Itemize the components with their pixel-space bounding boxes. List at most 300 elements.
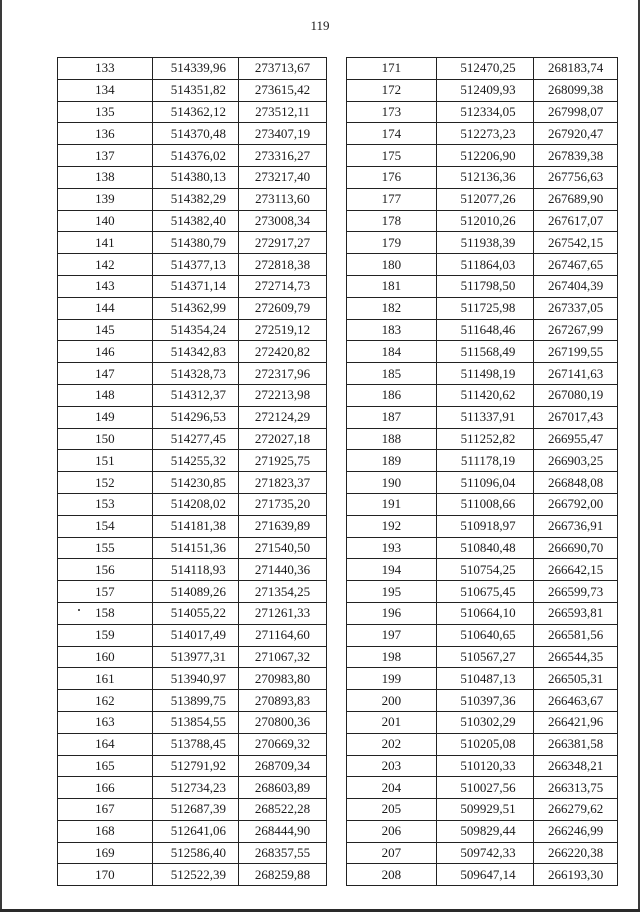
point-number-cell: 133 bbox=[58, 58, 153, 80]
y-coordinate-cell: 268709,34 bbox=[238, 755, 326, 777]
point-number-cell: 155 bbox=[58, 537, 153, 559]
x-coordinate-cell: 514354,24 bbox=[152, 319, 238, 341]
y-coordinate-cell: 266642,15 bbox=[534, 559, 618, 581]
y-coordinate-cell: 273008,34 bbox=[238, 210, 326, 232]
coordinates-table-right bbox=[346, 57, 618, 886]
y-coordinate-cell: 267267,99 bbox=[534, 319, 618, 341]
table-row bbox=[347, 581, 618, 603]
y-coordinate-cell: 268603,89 bbox=[238, 777, 326, 799]
x-coordinate-cell: 510754,25 bbox=[436, 559, 533, 581]
point-number-cell: 141 bbox=[58, 232, 153, 254]
scan-speck bbox=[78, 609, 80, 611]
point-number-cell: 196 bbox=[347, 602, 437, 624]
table-row bbox=[347, 341, 618, 363]
point-number-cell: 175 bbox=[347, 145, 437, 167]
x-coordinate-cell: 514376,02 bbox=[152, 145, 238, 167]
point-number-cell: 162 bbox=[58, 690, 153, 712]
point-number-cell: 167 bbox=[58, 799, 153, 821]
point-number-cell: 148 bbox=[58, 384, 153, 406]
x-coordinate-cell: 510487,13 bbox=[436, 668, 533, 690]
table-row bbox=[347, 123, 618, 145]
coordinates-table-left-body bbox=[58, 58, 327, 886]
point-number-cell: 208 bbox=[347, 864, 437, 886]
y-coordinate-cell: 266220,38 bbox=[534, 842, 618, 864]
y-coordinate-cell: 270983,80 bbox=[238, 668, 326, 690]
point-number-cell: 204 bbox=[347, 777, 437, 799]
table-row bbox=[347, 646, 618, 668]
x-coordinate-cell: 514382,40 bbox=[152, 210, 238, 232]
y-coordinate-cell: 267404,39 bbox=[534, 275, 618, 297]
y-coordinate-cell: 272213,98 bbox=[238, 384, 326, 406]
y-coordinate-cell: 272519,12 bbox=[238, 319, 326, 341]
y-coordinate-cell: 267542,15 bbox=[534, 232, 618, 254]
table-row bbox=[347, 864, 618, 886]
point-number-cell: 205 bbox=[347, 799, 437, 821]
page-number: 119 bbox=[310, 18, 330, 33]
table-row bbox=[58, 384, 327, 406]
x-coordinate-cell: 513899,75 bbox=[152, 690, 238, 712]
point-number-cell: 188 bbox=[347, 428, 437, 450]
y-coordinate-cell: 267689,90 bbox=[534, 188, 618, 210]
table-row bbox=[347, 820, 618, 842]
table-row bbox=[347, 275, 618, 297]
x-coordinate-cell: 514181,38 bbox=[152, 515, 238, 537]
point-number-cell: 194 bbox=[347, 559, 437, 581]
x-coordinate-cell: 511178,19 bbox=[436, 450, 533, 472]
point-number-cell: 157 bbox=[58, 581, 153, 603]
y-coordinate-cell: 273113,60 bbox=[238, 188, 326, 210]
x-coordinate-cell: 510640,65 bbox=[436, 624, 533, 646]
table-row bbox=[58, 690, 327, 712]
point-number-cell: 193 bbox=[347, 537, 437, 559]
y-coordinate-cell: 268099,38 bbox=[534, 79, 618, 101]
y-coordinate-cell: 267199,55 bbox=[534, 341, 618, 363]
point-number-cell: 170 bbox=[58, 864, 153, 886]
table-row bbox=[347, 428, 618, 450]
x-coordinate-cell: 514380,13 bbox=[152, 166, 238, 188]
x-coordinate-cell: 514312,37 bbox=[152, 384, 238, 406]
y-coordinate-cell: 273407,19 bbox=[238, 123, 326, 145]
point-number-cell: 202 bbox=[347, 733, 437, 755]
point-number-cell: 164 bbox=[58, 733, 153, 755]
table-row bbox=[347, 363, 618, 385]
y-coordinate-cell: 271925,75 bbox=[238, 450, 326, 472]
x-coordinate-cell: 514208,02 bbox=[152, 493, 238, 515]
x-coordinate-cell: 511337,91 bbox=[436, 406, 533, 428]
coordinates-table-right-body bbox=[347, 58, 618, 886]
x-coordinate-cell: 512791,92 bbox=[152, 755, 238, 777]
table-row bbox=[58, 842, 327, 864]
table-row bbox=[58, 799, 327, 821]
point-number-cell: 146 bbox=[58, 341, 153, 363]
point-number-cell: 186 bbox=[347, 384, 437, 406]
table-row bbox=[347, 602, 618, 624]
point-number-cell: 191 bbox=[347, 493, 437, 515]
table-row bbox=[347, 384, 618, 406]
table-row bbox=[58, 668, 327, 690]
y-coordinate-cell: 270800,36 bbox=[238, 711, 326, 733]
point-number-cell: 197 bbox=[347, 624, 437, 646]
point-number-cell: 154 bbox=[58, 515, 153, 537]
point-number-cell: 173 bbox=[347, 101, 437, 123]
point-number-cell: 161 bbox=[58, 668, 153, 690]
table-row bbox=[347, 319, 618, 341]
point-number-cell: 171 bbox=[347, 58, 437, 80]
y-coordinate-cell: 271354,25 bbox=[238, 581, 326, 603]
table-row bbox=[58, 515, 327, 537]
y-coordinate-cell: 271440,36 bbox=[238, 559, 326, 581]
y-coordinate-cell: 267017,43 bbox=[534, 406, 618, 428]
point-number-cell: 144 bbox=[58, 297, 153, 319]
x-coordinate-cell: 509647,14 bbox=[436, 864, 533, 886]
x-coordinate-cell: 514055,22 bbox=[152, 602, 238, 624]
y-coordinate-cell: 272609,79 bbox=[238, 297, 326, 319]
x-coordinate-cell: 512010,26 bbox=[436, 210, 533, 232]
y-coordinate-cell: 271164,60 bbox=[238, 624, 326, 646]
table-row bbox=[58, 145, 327, 167]
y-coordinate-cell: 271540,50 bbox=[238, 537, 326, 559]
y-coordinate-cell: 266279,62 bbox=[534, 799, 618, 821]
point-number-cell: 165 bbox=[58, 755, 153, 777]
point-number-cell: 174 bbox=[347, 123, 437, 145]
table-row bbox=[347, 79, 618, 101]
point-number-cell: 198 bbox=[347, 646, 437, 668]
y-coordinate-cell: 266463,67 bbox=[534, 690, 618, 712]
table-row bbox=[347, 668, 618, 690]
y-coordinate-cell: 271067,32 bbox=[238, 646, 326, 668]
y-coordinate-cell: 266421,96 bbox=[534, 711, 618, 733]
y-coordinate-cell: 272917,27 bbox=[238, 232, 326, 254]
table-row bbox=[58, 232, 327, 254]
y-coordinate-cell: 273615,42 bbox=[238, 79, 326, 101]
y-coordinate-cell: 268444,90 bbox=[238, 820, 326, 842]
table-row bbox=[347, 711, 618, 733]
point-number-cell: 183 bbox=[347, 319, 437, 341]
x-coordinate-cell: 514382,29 bbox=[152, 188, 238, 210]
y-coordinate-cell: 273316,27 bbox=[238, 145, 326, 167]
table-row bbox=[58, 275, 327, 297]
point-number-cell: 182 bbox=[347, 297, 437, 319]
table-row bbox=[58, 254, 327, 276]
table-row bbox=[58, 166, 327, 188]
table-row bbox=[347, 537, 618, 559]
x-coordinate-cell: 509742,33 bbox=[436, 842, 533, 864]
x-coordinate-cell: 510918,97 bbox=[436, 515, 533, 537]
point-number-cell: 168 bbox=[58, 820, 153, 842]
y-coordinate-cell: 266505,31 bbox=[534, 668, 618, 690]
table-row bbox=[58, 711, 327, 733]
y-coordinate-cell: 266599,73 bbox=[534, 581, 618, 603]
x-coordinate-cell: 510840,48 bbox=[436, 537, 533, 559]
point-number-cell: 153 bbox=[58, 493, 153, 515]
point-number-cell: 156 bbox=[58, 559, 153, 581]
point-number-cell: 199 bbox=[347, 668, 437, 690]
point-number-cell: 176 bbox=[347, 166, 437, 188]
x-coordinate-cell: 512734,23 bbox=[152, 777, 238, 799]
table-row bbox=[58, 297, 327, 319]
point-number-cell: 136 bbox=[58, 123, 153, 145]
y-coordinate-cell: 267080,19 bbox=[534, 384, 618, 406]
x-coordinate-cell: 511096,04 bbox=[436, 472, 533, 494]
y-coordinate-cell: 266313,75 bbox=[534, 777, 618, 799]
point-number-cell: 185 bbox=[347, 363, 437, 385]
point-number-cell: 179 bbox=[347, 232, 437, 254]
point-number-cell: 180 bbox=[347, 254, 437, 276]
table-row bbox=[347, 777, 618, 799]
x-coordinate-cell: 512206,90 bbox=[436, 145, 533, 167]
y-coordinate-cell: 271735,20 bbox=[238, 493, 326, 515]
table-row bbox=[58, 559, 327, 581]
y-coordinate-cell: 267756,63 bbox=[534, 166, 618, 188]
x-coordinate-cell: 514118,93 bbox=[152, 559, 238, 581]
table-row bbox=[58, 450, 327, 472]
point-number-cell: 145 bbox=[58, 319, 153, 341]
table-row bbox=[58, 472, 327, 494]
x-coordinate-cell: 510664,10 bbox=[436, 602, 533, 624]
table-row bbox=[347, 493, 618, 515]
x-coordinate-cell: 514371,14 bbox=[152, 275, 238, 297]
y-coordinate-cell: 266193,30 bbox=[534, 864, 618, 886]
y-coordinate-cell: 267617,07 bbox=[534, 210, 618, 232]
table-row bbox=[58, 123, 327, 145]
point-number-cell: 140 bbox=[58, 210, 153, 232]
y-coordinate-cell: 268183,74 bbox=[534, 58, 618, 80]
table-row bbox=[58, 755, 327, 777]
point-number-cell: 187 bbox=[347, 406, 437, 428]
table-row bbox=[347, 254, 618, 276]
y-coordinate-cell: 271823,37 bbox=[238, 472, 326, 494]
table-row bbox=[58, 646, 327, 668]
x-coordinate-cell: 511420,62 bbox=[436, 384, 533, 406]
y-coordinate-cell: 271261,33 bbox=[238, 602, 326, 624]
coordinates-table-left bbox=[57, 57, 327, 886]
y-coordinate-cell: 273713,67 bbox=[238, 58, 326, 80]
point-number-cell: 159 bbox=[58, 624, 153, 646]
table-row bbox=[347, 755, 618, 777]
x-coordinate-cell: 513854,55 bbox=[152, 711, 238, 733]
y-coordinate-cell: 266792,00 bbox=[534, 493, 618, 515]
table-row bbox=[347, 450, 618, 472]
table-row bbox=[347, 188, 618, 210]
point-number-cell: 177 bbox=[347, 188, 437, 210]
x-coordinate-cell: 509929,51 bbox=[436, 799, 533, 821]
point-number-cell: 147 bbox=[58, 363, 153, 385]
x-coordinate-cell: 514351,82 bbox=[152, 79, 238, 101]
x-coordinate-cell: 509829,44 bbox=[436, 820, 533, 842]
x-coordinate-cell: 514370,48 bbox=[152, 123, 238, 145]
x-coordinate-cell: 511648,46 bbox=[436, 319, 533, 341]
x-coordinate-cell: 511568,49 bbox=[436, 341, 533, 363]
table-row bbox=[58, 581, 327, 603]
x-coordinate-cell: 510205,08 bbox=[436, 733, 533, 755]
y-coordinate-cell: 266581,56 bbox=[534, 624, 618, 646]
x-coordinate-cell: 512687,39 bbox=[152, 799, 238, 821]
x-coordinate-cell: 514328,73 bbox=[152, 363, 238, 385]
point-number-cell: 138 bbox=[58, 166, 153, 188]
x-coordinate-cell: 514151,36 bbox=[152, 537, 238, 559]
point-number-cell: 203 bbox=[347, 755, 437, 777]
y-coordinate-cell: 267337,05 bbox=[534, 297, 618, 319]
point-number-cell: 135 bbox=[58, 101, 153, 123]
x-coordinate-cell: 510675,45 bbox=[436, 581, 533, 603]
x-coordinate-cell: 511725,98 bbox=[436, 297, 533, 319]
table-row bbox=[347, 297, 618, 319]
table-row bbox=[58, 537, 327, 559]
table-row bbox=[58, 428, 327, 450]
x-coordinate-cell: 510567,27 bbox=[436, 646, 533, 668]
y-coordinate-cell: 266955,47 bbox=[534, 428, 618, 450]
point-number-cell: 178 bbox=[347, 210, 437, 232]
point-number-cell: 152 bbox=[58, 472, 153, 494]
table-row bbox=[58, 602, 327, 624]
table-row bbox=[347, 232, 618, 254]
table-row bbox=[58, 406, 327, 428]
point-number-cell: 166 bbox=[58, 777, 153, 799]
x-coordinate-cell: 513788,45 bbox=[152, 733, 238, 755]
point-number-cell: 169 bbox=[58, 842, 153, 864]
y-coordinate-cell: 266848,08 bbox=[534, 472, 618, 494]
point-number-cell: 151 bbox=[58, 450, 153, 472]
point-number-cell: 139 bbox=[58, 188, 153, 210]
table-row bbox=[347, 406, 618, 428]
point-number-cell: 160 bbox=[58, 646, 153, 668]
point-number-cell: 158 bbox=[58, 602, 153, 624]
y-coordinate-cell: 266593,81 bbox=[534, 602, 618, 624]
x-coordinate-cell: 512470,25 bbox=[436, 58, 533, 80]
y-coordinate-cell: 272818,38 bbox=[238, 254, 326, 276]
y-coordinate-cell: 266381,58 bbox=[534, 733, 618, 755]
table-row bbox=[347, 166, 618, 188]
x-coordinate-cell: 514296,53 bbox=[152, 406, 238, 428]
point-number-cell: 143 bbox=[58, 275, 153, 297]
y-coordinate-cell: 272317,96 bbox=[238, 363, 326, 385]
point-number-cell: 172 bbox=[347, 79, 437, 101]
point-number-cell: 163 bbox=[58, 711, 153, 733]
y-coordinate-cell: 266690,70 bbox=[534, 537, 618, 559]
y-coordinate-cell: 272420,82 bbox=[238, 341, 326, 363]
table-row bbox=[58, 79, 327, 101]
x-coordinate-cell: 512077,26 bbox=[436, 188, 533, 210]
x-coordinate-cell: 510027,56 bbox=[436, 777, 533, 799]
x-coordinate-cell: 514255,32 bbox=[152, 450, 238, 472]
y-coordinate-cell: 272027,18 bbox=[238, 428, 326, 450]
table-row bbox=[58, 363, 327, 385]
table-row bbox=[347, 624, 618, 646]
point-number-cell: 201 bbox=[347, 711, 437, 733]
x-coordinate-cell: 512641,06 bbox=[152, 820, 238, 842]
x-coordinate-cell: 514380,79 bbox=[152, 232, 238, 254]
x-coordinate-cell: 514339,96 bbox=[152, 58, 238, 80]
x-coordinate-cell: 513977,31 bbox=[152, 646, 238, 668]
point-number-cell: 149 bbox=[58, 406, 153, 428]
page-edge-left bbox=[0, 0, 2, 912]
y-coordinate-cell: 268259,88 bbox=[238, 864, 326, 886]
x-coordinate-cell: 512136,36 bbox=[436, 166, 533, 188]
x-coordinate-cell: 511864,03 bbox=[436, 254, 533, 276]
point-number-cell: 207 bbox=[347, 842, 437, 864]
table-row bbox=[347, 690, 618, 712]
point-number-cell: 142 bbox=[58, 254, 153, 276]
x-coordinate-cell: 513940,97 bbox=[152, 668, 238, 690]
y-coordinate-cell: 270893,83 bbox=[238, 690, 326, 712]
table-row bbox=[58, 341, 327, 363]
table-row bbox=[347, 733, 618, 755]
table-row bbox=[347, 515, 618, 537]
x-coordinate-cell: 514377,13 bbox=[152, 254, 238, 276]
table-row bbox=[58, 101, 327, 123]
y-coordinate-cell: 266348,21 bbox=[534, 755, 618, 777]
y-coordinate-cell: 272124,29 bbox=[238, 406, 326, 428]
table-row bbox=[58, 58, 327, 80]
y-coordinate-cell: 270669,32 bbox=[238, 733, 326, 755]
y-coordinate-cell: 266903,25 bbox=[534, 450, 618, 472]
x-coordinate-cell: 514362,99 bbox=[152, 297, 238, 319]
table-row bbox=[347, 842, 618, 864]
x-coordinate-cell: 511938,39 bbox=[436, 232, 533, 254]
x-coordinate-cell: 514277,45 bbox=[152, 428, 238, 450]
y-coordinate-cell: 267920,47 bbox=[534, 123, 618, 145]
y-coordinate-cell: 267839,38 bbox=[534, 145, 618, 167]
x-coordinate-cell: 510397,36 bbox=[436, 690, 533, 712]
y-coordinate-cell: 266736,91 bbox=[534, 515, 618, 537]
point-number-cell: 192 bbox=[347, 515, 437, 537]
table-row bbox=[347, 472, 618, 494]
y-coordinate-cell: 267998,07 bbox=[534, 101, 618, 123]
x-coordinate-cell: 514017,49 bbox=[152, 624, 238, 646]
point-number-cell: 206 bbox=[347, 820, 437, 842]
point-number-cell: 181 bbox=[347, 275, 437, 297]
x-coordinate-cell: 512409,93 bbox=[436, 79, 533, 101]
table-row bbox=[58, 733, 327, 755]
table-row bbox=[347, 559, 618, 581]
table-row bbox=[58, 864, 327, 886]
x-coordinate-cell: 511252,82 bbox=[436, 428, 533, 450]
y-coordinate-cell: 268357,55 bbox=[238, 842, 326, 864]
x-coordinate-cell: 511008,66 bbox=[436, 493, 533, 515]
point-number-cell: 195 bbox=[347, 581, 437, 603]
x-coordinate-cell: 511498,19 bbox=[436, 363, 533, 385]
y-coordinate-cell: 272714,73 bbox=[238, 275, 326, 297]
y-coordinate-cell: 268522,28 bbox=[238, 799, 326, 821]
table-row bbox=[58, 820, 327, 842]
y-coordinate-cell: 267467,65 bbox=[534, 254, 618, 276]
y-coordinate-cell: 266544,35 bbox=[534, 646, 618, 668]
y-coordinate-cell: 271639,89 bbox=[238, 515, 326, 537]
y-coordinate-cell: 273217,40 bbox=[238, 166, 326, 188]
x-coordinate-cell: 510302,29 bbox=[436, 711, 533, 733]
x-coordinate-cell: 512273,23 bbox=[436, 123, 533, 145]
x-coordinate-cell: 514342,83 bbox=[152, 341, 238, 363]
point-number-cell: 190 bbox=[347, 472, 437, 494]
x-coordinate-cell: 512334,05 bbox=[436, 101, 533, 123]
point-number-cell: 200 bbox=[347, 690, 437, 712]
table-row bbox=[58, 493, 327, 515]
point-number-cell: 150 bbox=[58, 428, 153, 450]
x-coordinate-cell: 512522,39 bbox=[152, 864, 238, 886]
table-row bbox=[58, 624, 327, 646]
point-number-cell: 137 bbox=[58, 145, 153, 167]
table-row bbox=[347, 210, 618, 232]
table-row bbox=[58, 319, 327, 341]
table-row bbox=[347, 101, 618, 123]
point-number-cell: 189 bbox=[347, 450, 437, 472]
table-row bbox=[58, 777, 327, 799]
x-coordinate-cell: 510120,33 bbox=[436, 755, 533, 777]
y-coordinate-cell: 273512,11 bbox=[238, 101, 326, 123]
y-coordinate-cell: 267141,63 bbox=[534, 363, 618, 385]
point-number-cell: 184 bbox=[347, 341, 437, 363]
x-coordinate-cell: 511798,50 bbox=[436, 275, 533, 297]
